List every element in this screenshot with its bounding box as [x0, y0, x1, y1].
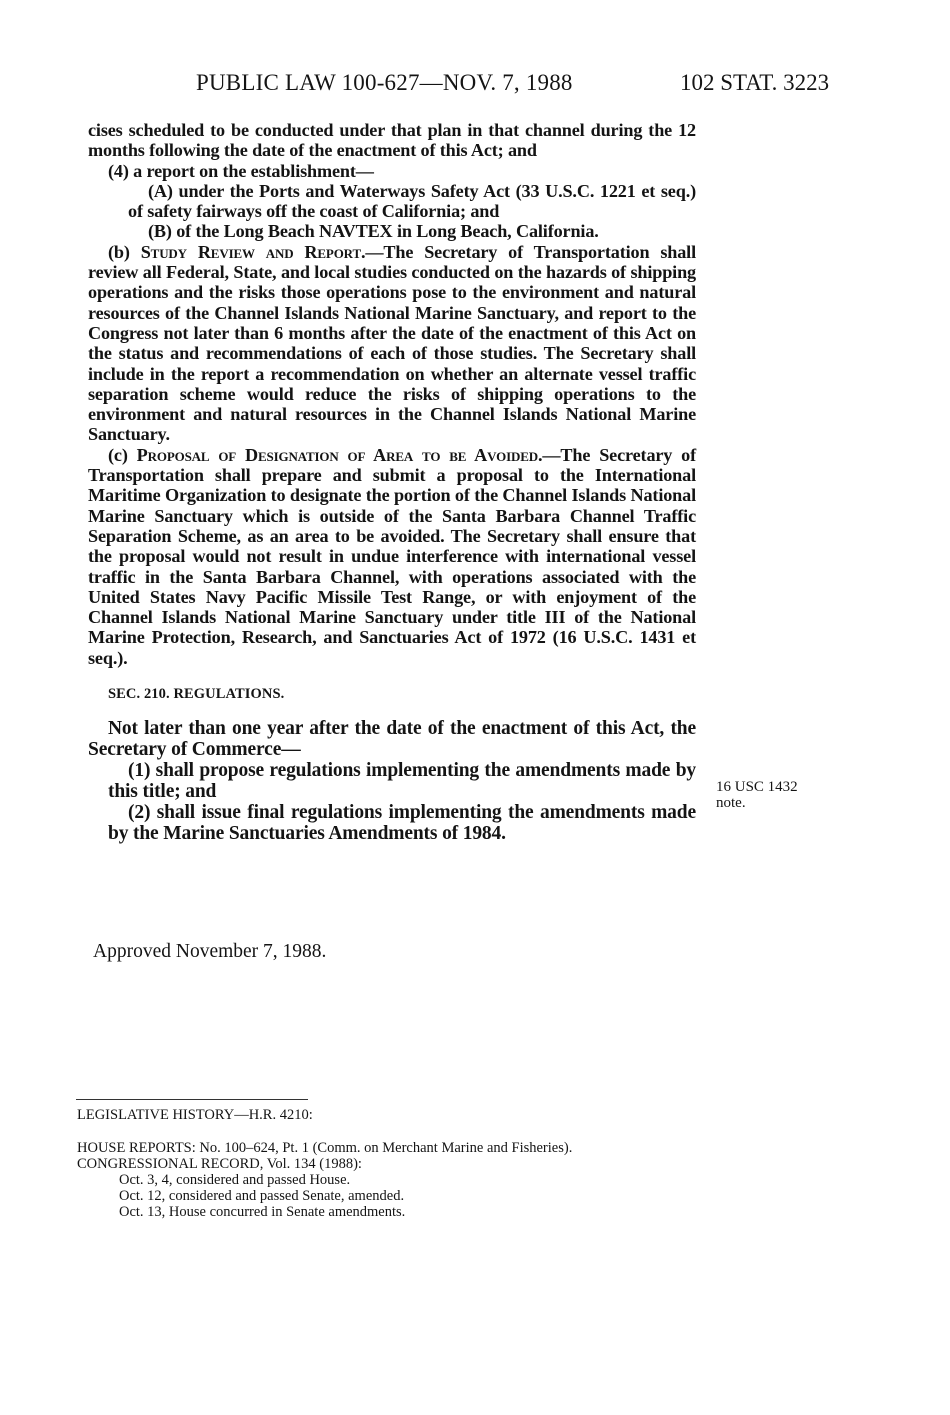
congressional-record: CONGRESSIONAL RECORD, Vol. 134 (1988): [77, 1156, 362, 1172]
page-header-title: PUBLIC LAW 100-627—NOV. 7, 1988 [196, 70, 573, 95]
item-a: (A) under the Ports and Waterways Safety Act (33 U.S.C. 1221 et seq.) of safety fairways off the coast of California; and [128, 180, 696, 222]
subsection-b-text: —The Secretary of Transportation shall review all Federal, State, and local studies conducted on the hazards of shipping operations and the risks those operations pose to the environment and natural resources of the Channel Islands National Marine Sanctuary, and report to the Congress not later than 6 months after the date of the enactment of this Act on the status and recommendations of each of those studies. The Secretary shall include in the report a recommendation on whether an alternate vessel traffic separation scheme would reduce the risks of shipping operations to the environment and natural resources in the Channel Islands National Marine Sanctuary. [88, 241, 696, 445]
history-entry: Oct. 12, considered and passed Senate, amended. [119, 1188, 405, 1204]
subsection-c-text: —The Secretary of Transportation shall prepare and submit a proposal to the International Maritime Organization to designate the portion of the Channel Islands National Marine Sanctuary which is outside of the Santa Barbara Channel Traffic Separation Scheme, as an area to be avoided. The Secretary shall ensure that the proposal would not result in undue interference with international vessel traffic in the Santa Barbara Channel, with operations associated with the United States Navy Pacific Missile Test Range, or with enjoyment of the Channel Islands National Marine Sanctuary under title III of the National Marine Protection, Research, and Sanctuaries Act of 1972 (16 U.S.C. 1431 et seq.). [88, 444, 697, 668]
section-item-1: (1) shall propose regulations implementing the amendments made by this title; and [108, 760, 696, 803]
approved-date: Approved November 7, 1988. [93, 941, 327, 962]
law-body [88, 120, 696, 844]
history-entry: Oct. 3, 4, considered and passed House. [119, 1172, 351, 1188]
legislative-history-title: LEGISLATIVE HISTORY—H.R. 4210: [77, 1107, 313, 1123]
footnote-divider [76, 1099, 308, 1100]
continued-paragraph: cises scheduled to be conducted under that plan in that channel during the 12 months following the date of the enactment of this Act; and [88, 120, 696, 161]
section-item-2: (2) shall issue final regulations implementing the amendments made by the Marine Sanctuaries Amendments of 1984. [108, 802, 696, 845]
subsection-c [88, 445, 696, 668]
subsection-b-label: (b) [108, 241, 141, 262]
house-reports: HOUSE REPORTS: No. 100–624, Pt. 1 (Comm. on Merchant Marine and Fisheries). [77, 1140, 573, 1156]
item-4: (4) a report on the establishment— [108, 160, 374, 181]
subsection-b-heading: Study Review and Report. [140, 241, 366, 262]
section-text: Not later than one year after the date of the enactment of this Act, the Secretary of Commerce— [88, 718, 696, 761]
subsection-b [88, 242, 696, 445]
history-entry: Oct. 13, House concurred in Senate amendments. [119, 1204, 406, 1220]
margin-note-usc: 16 USC 1432 note. [716, 779, 798, 811]
item-b: (B) of the Long Beach NAVTEX in Long Beach, California. [148, 221, 599, 242]
section-heading: SEC. 210. REGULATIONS. [108, 686, 285, 703]
page-header-stat: 102 STAT. 3223 [680, 70, 830, 95]
subsection-c-label: (c) [108, 444, 137, 465]
subsection-c-heading: Proposal of Designation of Area to be Avoided. [136, 444, 543, 465]
